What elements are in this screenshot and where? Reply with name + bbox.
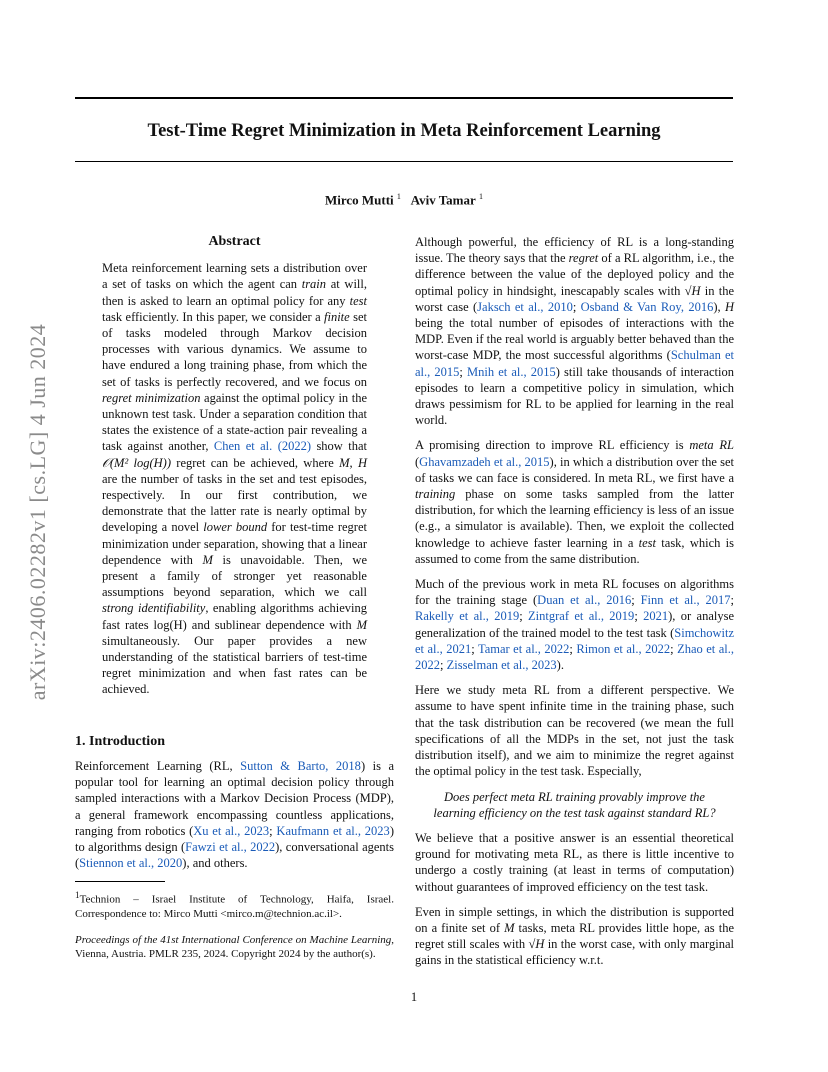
author-list (75, 192, 733, 208)
citation-link[interactable]: Kaufmann et al., 2023 (276, 823, 390, 838)
citation-link[interactable]: Jaksch et al., 2010 (477, 299, 573, 314)
right-column (415, 234, 734, 978)
math-expression: M (202, 552, 213, 567)
math-expression: H (724, 299, 734, 314)
body-paragraph: Here we study meta RL from a different perspective. We assume to have spent infinite time in the training phase, such that the task distribution can be recovered (we mean the full specifications of all the MDPs in the set, not just the task distribution itself), and we aim to minimize the regret against the optimal policy in the test task. Especially, (415, 683, 734, 779)
citation-link[interactable]: Schulman et al., 2015 (415, 348, 735, 379)
citation-link[interactable]: Xu et al., 2023 (193, 823, 270, 838)
citation-link[interactable]: 2021 (643, 609, 669, 624)
citation-link[interactable]: Stiennon et al., 2020 (79, 856, 183, 871)
abstract-body: Meta reinforcement learning sets a distribution over a set of tasks on which the agent can train at will, then is asked to learn an optimal policy for any test task efficiently. In this paper, we consider a finite set of tasks modeled through Markov decision processes with various dynamics. We assume to have endured a long training phase, from which the set of tasks is perfectly recovered, and we focus on regret minimization against the optimal policy in the unknown test task. Under a separation condition that states the existence of a state-action pair revealing a task against another, Chen et al. (2022) show that 𝒪(M² log(H)) regret can be achieved, where M, H are the number of tasks in the set and test episodes, respectively. In our first contribution, we demonstrate that the latter rate is nearly optimal by developing a novel lower bound for test-time regret minimization under separation, showing that a linear dependence with M is unavoidable. Then, we present a family of stronger yet reasonable assumptions beyond separation, which we call strong identifiability, enabling algorithms achieving fast rates log(H) and sublinear dependence with M simultaneously. Our paper provides a new understanding of the statistical barriers of test-time regret minimization and when fast rates can be achieved. (102, 261, 368, 697)
citation-link[interactable]: Zintgraf et al., 2019 (528, 609, 635, 624)
citation-link[interactable]: Ghavamzadeh et al., 2015 (419, 454, 550, 469)
footnote-rule (75, 881, 165, 882)
title-rule-bottom (75, 161, 733, 162)
title-rule-top (75, 97, 733, 99)
citation-link[interactable]: (2022) (277, 439, 312, 454)
math-expression: M (356, 617, 367, 632)
math-expression: log(H) (153, 617, 187, 632)
arxiv-stamp-text: arXiv:2406.02282v1 [cs.LG] 4 Jun 2024 (25, 323, 50, 701)
research-question: Does perfect meta RL training provably improve the learning efficiency on the test task against standard RL? (433, 789, 716, 820)
citation-link[interactable]: Rimon et al., 2022 (576, 641, 671, 656)
author-affiliation: 1 (479, 192, 484, 201)
citation-link[interactable]: Sutton & Barto, 2018 (240, 758, 361, 773)
section-heading-introduction: 1. Introduction (75, 733, 165, 749)
author-name: Mirco Mutti (324, 192, 394, 208)
intro-paragraph: Reinforcement Learning (RL, Sutton & Barto, 2018) is a popular tool for learning an optimal decision policy through sampled interactions with a Markov Decision Process (MDP), a general framework encompassing countless applications, ranging from robotics (Xu et al., 2023; Kaufmann et al., 2023) to algorithms design (Fawzi et al., 2022), conversational agents (Stiennon et al., 2020), and others. (75, 758, 394, 871)
citation-link[interactable]: Osband & Van Roy, 2016 (580, 299, 714, 314)
citation-link[interactable]: Finn et al., 2017 (640, 593, 731, 608)
affiliation-footnote: $^1$Technion – Israel Institute of Technology, Haifa, Israel. Correspondence to: Mirco Mutti <mirco.m@technion.ac.il>. (75, 890, 394, 920)
citation-link[interactable]: Zhao et al., 2022 (415, 641, 734, 673)
math-expression: √H (684, 283, 701, 298)
author-name: Aviv Tamar (410, 192, 476, 208)
math-expression: 𝒪(M² log(H)) (102, 455, 171, 470)
citation-link[interactable]: Mnih et al., 2015 (467, 364, 556, 379)
proceedings-note: Proceedings of the 41st International Conference on Machine Learning, Vienna, Austria. PMLR 235, 2024. Copyright 2024 by the author(s). (75, 933, 394, 960)
citation-link[interactable]: Rakelly et al., 2019 (415, 609, 520, 624)
body-paragraph: We believe that a positive answer is an essential theoretical ground for motivating meta RL, as there is little incentive to undergo a costly training (at least in terms of computation) without guarantees of improved efficiency on the test task. (415, 830, 734, 894)
citation-link[interactable]: Duan et al., 2016 (537, 593, 632, 608)
math-expression: M (504, 920, 515, 935)
math-expression: M, H (339, 455, 367, 470)
paper-title: Test-Time Regret Minimization in Meta Reinforcement Learning (147, 121, 661, 141)
citation-link[interactable]: Zisselman et al., 2023 (446, 658, 557, 673)
body-paragraph: A promising direction to improve RL efficiency is meta RL (Ghavamzadeh et al., 2015), in which a distribution over the set of tasks we can face is considered. In meta RL, we first have a training phase on some tasks sampled from the latter distribution, for which the learning efficiency is less of an issue (e.g., a simulator is available). Then, we exploit the collected knowledge to achieve faster learning in a test task, which is assumed to come from the same distribution. (415, 438, 734, 566)
math-expression: √H (528, 937, 545, 952)
citation-link[interactable]: Fawzi et al., 2022 (185, 839, 276, 854)
body-paragraph: Although powerful, the efficiency of RL is a long-standing issue. The theory says that the regret of a RL algorithm, i.e., the difference between the value of the deployed policy and the optimal policy in hindsight, inescapably scales with √H in the worst case (Jaksch et al., 2010; Osband & Van Roy, 2016), H being the total number of episodes of interactions with the MDP. Even if the real world is arguably better behaved than the worst-case MDP, the most successful algorithms (Schulman et al., 2015; Mnih et al., 2015) still take thousands of interaction episodes to learn a competitive policy in simulation, which draws pessimism for RL to be applied for learning in the real world. (415, 235, 735, 428)
citation-link[interactable]: Chen et al. (213, 439, 273, 454)
page-number: 1 (410, 990, 418, 1004)
citation-link[interactable]: Tamar et al., 2022 (477, 641, 570, 656)
body-paragraph: Much of the previous work in meta RL focuses on algorithms for the training stage (Duan et al., 2016; Finn et al., 2017; Rakelly et al., 2019; Zintgraf et al., 2019; 2021), or analyse generalization of the trained model to the test task (Simchowitz et al., 2021; Tamar et al., 2022; Rimon et al., 2022; Zhao et al., 2022; Zisselman et al., 2023). (415, 577, 735, 673)
abstract-heading: Abstract (208, 234, 261, 249)
body-paragraph: Even in simple settings, in which the distribution is supported on a finite set of M tasks, meta RL provides little hope, as the regret still scales with √H in the worst case, with only marginal gains in the statistical efficiency w.r.t. (415, 904, 734, 968)
author-affiliation: 1 (396, 192, 401, 201)
left-column (75, 234, 394, 961)
citation-link[interactable]: Simchowitz et al., 2021 (415, 625, 734, 656)
